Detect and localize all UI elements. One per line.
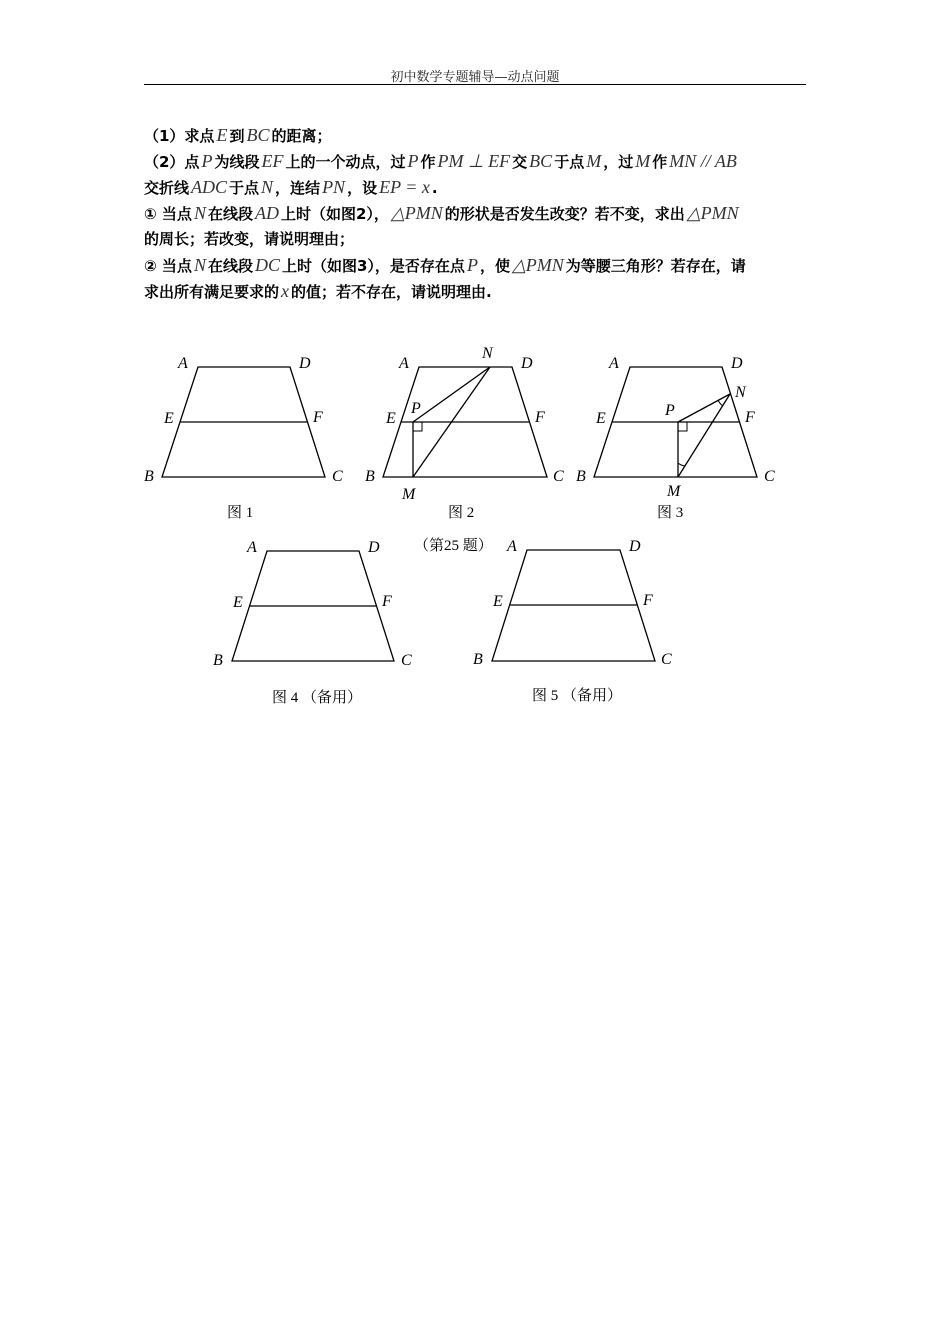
math: P	[466, 255, 478, 275]
label-p: P	[411, 400, 421, 417]
text: 为线段	[214, 153, 260, 171]
label-n: N	[482, 345, 493, 362]
text: 于点	[229, 179, 260, 197]
math: △PMN	[511, 255, 564, 275]
math: BC	[246, 125, 270, 145]
math: P	[201, 151, 213, 171]
right-angle-mark	[678, 422, 687, 431]
text: （1）求点	[144, 127, 215, 145]
label-d: D	[629, 538, 641, 555]
math: △PMN	[686, 203, 739, 223]
text: 于点	[554, 153, 585, 171]
figure-1	[162, 367, 325, 477]
text: 在线段	[207, 205, 253, 223]
text: 上时（如图3），是否存在点	[281, 257, 465, 275]
text: 作	[652, 153, 668, 171]
text: ，连结	[275, 179, 321, 197]
label-b: B	[576, 468, 586, 485]
text: ① 当点	[144, 205, 192, 223]
label-a: A	[178, 355, 188, 372]
text: 的距离；	[271, 127, 332, 145]
math: EP = x	[379, 177, 430, 197]
caption-fig2: 图 2	[448, 505, 475, 521]
text: 作	[420, 153, 436, 171]
figure-4	[232, 551, 394, 661]
label-f: F	[643, 592, 653, 609]
label-a: A	[609, 355, 619, 372]
math: PN	[322, 177, 346, 197]
math: x	[281, 281, 290, 301]
segment-mn	[678, 394, 730, 477]
text: 的值；若不存在，请说明理由.	[291, 283, 492, 301]
math: AD	[254, 203, 279, 223]
segment-pn	[413, 367, 490, 422]
label-f: F	[382, 593, 392, 610]
label-m: M	[667, 483, 681, 500]
text: ② 当点	[144, 257, 192, 275]
label-e: E	[233, 594, 243, 611]
figure-2	[383, 367, 547, 477]
label-c: C	[661, 651, 672, 668]
math: M	[586, 151, 602, 171]
page-header: 初中数学专题辅导—动点问题	[390, 70, 560, 85]
label-c: C	[764, 468, 775, 485]
text: ，使	[479, 257, 510, 275]
label-c: C	[332, 468, 343, 485]
label-a: A	[247, 539, 257, 556]
angle-arc-m	[678, 463, 685, 466]
text: ，过	[603, 153, 634, 171]
caption-fig5: 图 5 （备用）	[532, 688, 623, 704]
figure-5	[492, 550, 655, 661]
caption-fig1: 图 1	[227, 505, 254, 521]
segment-pn	[678, 394, 730, 422]
label-n: N	[735, 384, 746, 401]
math: PM ⊥ EF	[437, 151, 511, 171]
math: △PMN	[390, 203, 443, 223]
label-a: A	[507, 538, 517, 555]
caption-fig4: 图 4 （备用）	[272, 690, 363, 706]
label-e: E	[493, 593, 503, 610]
label-d: D	[521, 355, 533, 372]
label-b: B	[144, 468, 154, 485]
label-f: F	[313, 409, 323, 426]
label-b: B	[473, 651, 483, 668]
label-c: C	[553, 468, 564, 485]
figure-3	[594, 367, 757, 477]
math: EF	[261, 151, 284, 171]
math: P	[407, 151, 419, 171]
text: （2）点	[144, 153, 200, 171]
text: 到	[229, 127, 245, 145]
math: M	[635, 151, 651, 171]
label-e: E	[596, 410, 606, 427]
angle-arc-n	[718, 400, 723, 406]
label-d: D	[299, 355, 311, 372]
text: ，设	[347, 179, 378, 197]
label-d: D	[368, 539, 380, 556]
text: 上的一个动点，过	[285, 153, 406, 171]
text: .	[431, 179, 438, 197]
label-f: F	[745, 409, 755, 426]
math: N	[193, 203, 206, 223]
text: 交折线	[144, 179, 190, 197]
label-a: A	[399, 355, 409, 372]
text: 交	[512, 153, 528, 171]
caption-problem: （第25 题）	[414, 538, 493, 554]
text: 求出所有满足要求的	[144, 283, 280, 301]
text: 为等腰三角形？若存在，请	[565, 257, 746, 275]
math: N	[193, 255, 206, 275]
text: 在线段	[207, 257, 253, 275]
label-b: B	[365, 468, 375, 485]
label-c: C	[401, 652, 412, 669]
math: MN // AB	[669, 151, 737, 171]
math: E	[216, 125, 228, 145]
text: 的周长；若改变，请说明理由；	[144, 230, 355, 248]
label-e: E	[164, 410, 174, 427]
caption-fig3: 图 3	[657, 505, 684, 521]
label-p: P	[665, 402, 675, 419]
text: 上时（如图2），	[280, 205, 389, 223]
label-f: F	[535, 409, 545, 426]
math: N	[261, 177, 274, 197]
right-angle-mark	[413, 422, 422, 431]
math: ADC	[191, 177, 228, 197]
math: DC	[254, 255, 280, 275]
label-b: B	[213, 652, 223, 669]
text: 的形状是否发生改变？若不变，求出	[444, 205, 685, 223]
label-m: M	[402, 486, 416, 503]
label-e: E	[386, 410, 396, 427]
label-d: D	[731, 355, 743, 372]
math: BC	[529, 151, 553, 171]
